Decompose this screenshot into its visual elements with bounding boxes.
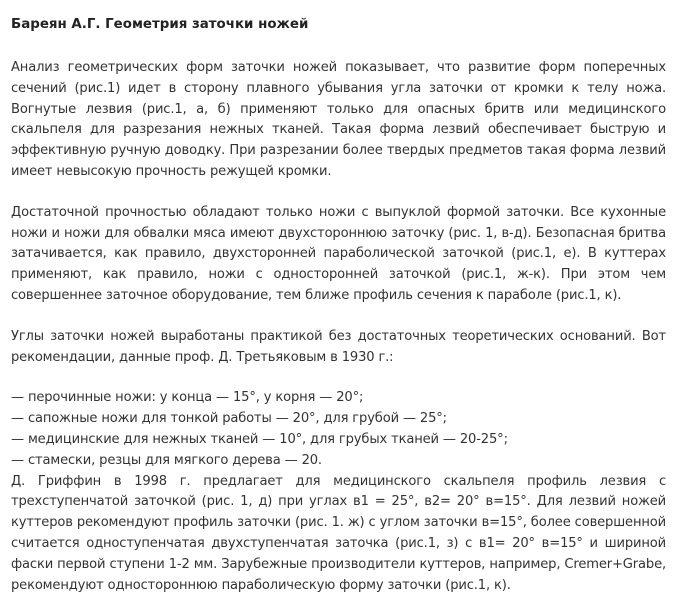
recommendation-item-chisel: — стамески, резцы для мягкого дерева — 20. xyxy=(11,452,322,468)
article-title: Бареян А.Г. Геометрия заточки ножей xyxy=(11,17,309,32)
recommendation-item-medical: — медицинские для нежных тканей — 10°, для грубых тканей — 20-25°; xyxy=(11,431,508,447)
article-paragraph-3: Углы заточки ножей выработаны практикой без достаточных теоретических оснований. Вот рекомендации, данные проф. Д. Третьяковым в 1930 г.: xyxy=(11,328,666,365)
recommendation-item-penknife: — перочинные ножи: у конца — 15°, у корня — 20°; xyxy=(11,390,364,406)
article-closing-paragraph: Д. Гриффин в 1998 г. предлагает для медицинского скальпеля профиль лезвия с трехступенчатой заточкой (рис. 1, д) при углах в1 = 25°, в2= 20° в=15°. Для лезвий ножей куттеров рекомендуют профиль заточки (рис. 1. ж) с углом заточки в=15°, более совершенной считается одноступенчатая двухступенчатая заточка (рис.1, з) с в1= 20° в=15° и шириной фаски первой ступени 1-2 мм. Зарубежные производители куттеров, например, Cremer+Grabe, рекомендуют одностороннюю параболическую форму заточки (рис.1, к). xyxy=(11,473,666,593)
recommendation-item-shoe-knife: — сапожные ножи для тонкой работы — 20°, для грубой — 25°; xyxy=(11,411,447,427)
article-paragraph-2: Достаточной прочностью обладают только ножи с выпуклой формой заточки. Все кухонные ножи и ножи для обвалки мяса имеют двухстороннюю заточку (рис. 1, в-д). Безопасная бритва затачивается, как правило, двухсторонней параболической заточкой (рис.1, е). В куттерах применяют, как правило, ножи с односторонней заточкой (рис.1, ж-к). При этом чем совершеннее заточное оборудование, тем ближе профиль сечения к параболе (рис.1, к). xyxy=(11,204,666,303)
article-paragraph-1: Анализ геометрических форм заточки ножей показывает, что развитие форм поперечных сечений (рис.1) идет в сторону плавного убывания угла заточки от кромки к телу ножа. Вогнутые лезвия (рис.1, а, б) применяют только для опасных бритв или медицинского скальпеля для разрезания нежных тканей. Такая форма лезвий обеспечивает быструю и эффективную ручную доводку. При разрезании более твердых предметов такая форма лезвий имеет невысокую прочность режущей кромки. xyxy=(11,60,666,179)
recommendations-list xyxy=(11,388,666,471)
